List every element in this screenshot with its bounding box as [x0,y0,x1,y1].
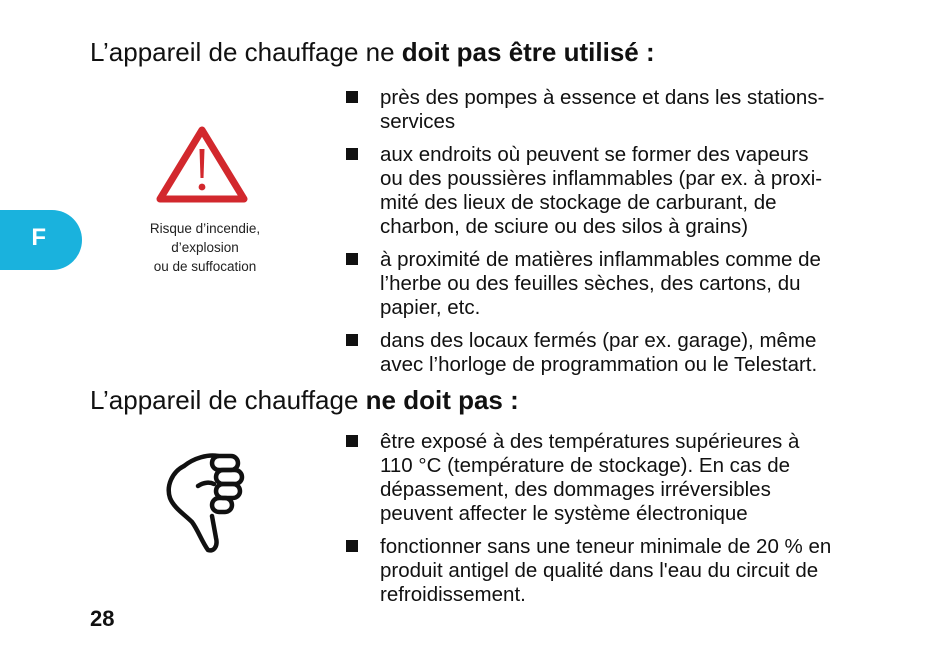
list-item-line: près des pompes à essence et dans les stations- [380,86,825,109]
list-item-line: ou des poussières inflammables (par ex. à proxi- [380,167,823,190]
bullet-icon [346,435,358,447]
list-item-line: avec l’horloge de programmation ou le Telestart. [380,353,818,376]
section1-list [345,86,868,386]
language-tab [0,210,82,270]
list-item-line: fonctionner sans une teneur minimale de 20 % en [380,535,832,558]
list-item-line: à proximité de matières inflammables comme de [380,248,821,271]
caption-line: d’explosion [171,240,239,255]
section1-heading-bold: doit pas être utilisé : [401,37,655,67]
list-item [345,329,868,377]
list-item-line: être exposé à des températures supérieures à [380,430,800,453]
list-item-line: peuvent affecter le système électronique [380,502,748,525]
list-item [345,430,868,526]
list-item-line: refroidissement. [380,583,526,606]
warning-caption [120,219,290,276]
thumbs-down-icon [158,446,254,556]
list-item-line: l’herbe ou des feuilles sèches, des cartons, du [380,272,801,295]
list-item-line: dépassement, des dommages irréversibles [380,478,771,501]
bullet-icon [346,334,358,346]
list-item [345,86,868,134]
bullet-icon [346,148,358,160]
list-item [345,535,868,607]
list-item-line: charbon, de sciure ou des silos à grains) [380,215,749,238]
list-item [345,143,868,239]
list-item-line: services [380,110,456,133]
list-item [345,248,868,320]
section1-heading [90,37,655,67]
list-item-line: dans des locaux fermés (par ex. garage), même [380,329,817,352]
bullet-icon [346,540,358,552]
section1-heading-normal: L’appareil de chauffage ne [90,37,402,67]
language-tab-label: F [31,224,46,251]
list-item-line: produit antigel de qualité dans l'eau du circuit de [380,559,819,582]
list-item-line: papier, etc. [380,296,481,319]
section2-heading-bold: ne doit pas : [365,385,519,415]
list-item-line: mité des lieux de stockage de carburant, de [380,191,777,214]
warning-triangle-icon [155,124,249,204]
list-item-line: aux endroits où peuvent se former des vapeurs [380,143,809,166]
list-item-line: 110 °C (température de stockage). En cas de [380,454,791,477]
bullet-icon [346,253,358,265]
section2-list [345,430,868,616]
page-number: 28 [90,606,115,631]
section2-heading [90,385,519,415]
caption-line: Risque d’incendie, [149,221,261,236]
bullet-icon [346,91,358,103]
section2-heading-normal: L’appareil de chauffage [90,385,366,415]
caption-line: ou de suffocation [153,259,257,274]
